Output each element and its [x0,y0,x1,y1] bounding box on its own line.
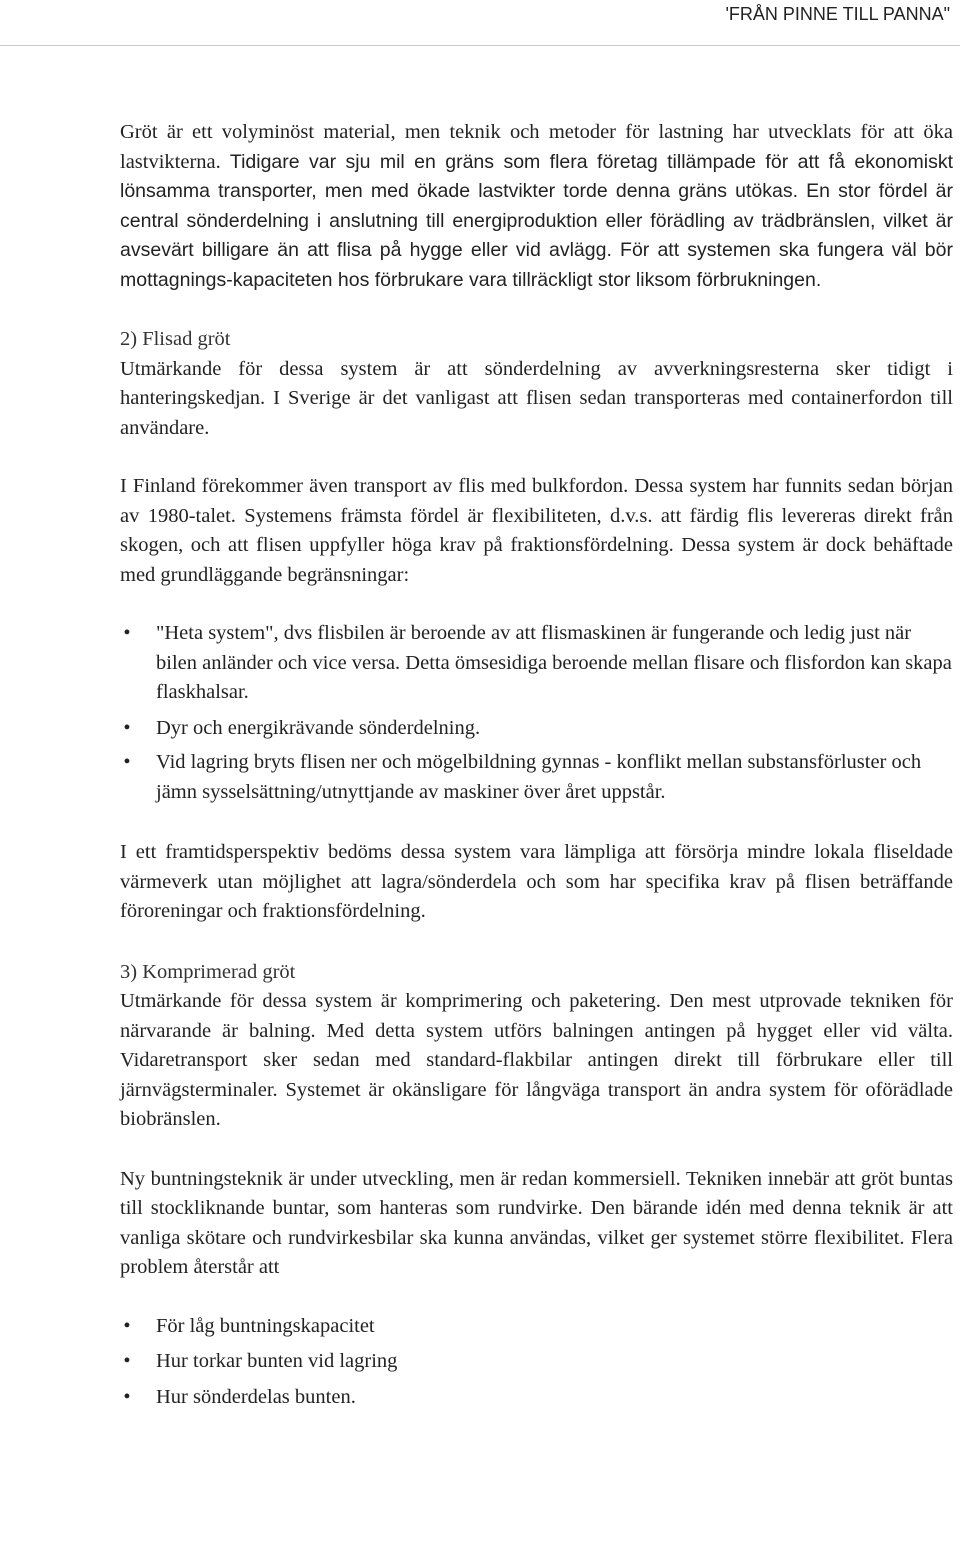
header-title: 'FRÅN PINNE TILL PANNA" [725,4,950,24]
list-item-text: Dyr och energikrävande sönderdelning. [156,716,481,739]
list-item [120,714,953,744]
bullet-icon: • [123,622,131,644]
header-divider [0,45,960,46]
paragraph-flisad-intro: Utmärkande för dessa system är att sönderdelning av avverkningsresterna sker tidigt i hanteringskedjan. I Sverige är det vanligast att flisen sedan transporteras med containerfordon till användare. [120,357,953,439]
paragraph-finland: I Finland förekommer även transport av flis med bulkfordon. Dessa system har funnits sedan början av 1980-talet. Systemens främsta fördel är flexibiliteten, d.v.s. att färdig flis levereras direkt från skogen, och att flisen uppfyller höga krav på fraktionsfördelning. Dessa system är dock behäftade med grundläggande begränsningar: [120,475,953,586]
list-item [120,1312,953,1342]
list-item-text: Hur torkar bunten vid lagring [156,1350,398,1372]
list-item [120,619,953,708]
list-item [120,1383,953,1413]
list-item-text: Vid lagring bryts flisen ner och mögelbildning gynnas - konflikt mellan substansförluster och jämn sysselsättning/utnyttjande av maskiner över året uppstår. [156,751,922,803]
list-item [120,1347,953,1377]
paragraph-framtidsperspektiv: I ett framtidsperspektiv bedöms dessa system vara lämpliga att försörja mindre lokala fliseldade värmeverk utan möjlighet att lagra/sönderdela och som har specifika krav på flisen beträffande föroreningar och fraktionsfördelning. [120,841,953,922]
bullet-icon: • [123,1350,131,1372]
list-item-text: Hur sönderdelas bunten. [156,1385,356,1408]
bullet-icon: • [123,716,131,739]
list-item-text: "Heta system", dvs flisbilen är beroende av att flismaskinen är fungerande och ledig just när bilen anländer och vice versa. Detta ömsesidiga beroende mellan flisare och flisfordon kan skapa flaskhalsar. [156,622,952,703]
list-item-text: För låg buntningskapacitet [156,1314,375,1337]
paragraph-lastning [120,118,953,295]
paragraph-komprimerad-intro: Utmärkande för dessa system är komprimering och paketering. Den mest utprovade tekniken för närvarande är balning. Med detta system utförs balningen antingen på hygget eller vid välta. Vidaretransport sker sedan med standard-flakbilar antingen direkt till förbrukare eller till järnvägsterminaler. Systemet är okänsligare för långväga transport än andra system för oförädlade biobränslen. [120,990,953,1130]
paragraph-buntningsteknik: Ny buntningsteknik är under utveckling, men är redan kommersiell. Tekniken innebär att gröt buntas till stockliknande buntar, som hanteras som rundvirke. Den bärande idén med denna teknik är att vanliga skötare och rundvirkesbilar ska kunna användas, vilket ger systemet större flexibilitet. Flera problem återstår att [120,1167,953,1278]
bullet-list-begransningar [120,619,953,807]
heading-komprimerad-grot: 3) Komprimerad gröt [120,960,296,983]
page-header [0,0,960,46]
paragraph-lastning-part1: Gröt är ett volyminöst material, men teknik och metoder för lastning har utvecklats för att öka lastvikterna. [120,121,953,173]
document-body [120,118,953,1412]
bullet-icon: • [123,751,131,773]
heading-flisad-grot: 2) Flisad gröt [120,328,231,350]
paragraph-lastning-part2: Tidigare var sju mil en gräns som flera företag tillämpade för att få ekonomiskt lönsamma transporter, men med ökade lastvikter torde denna gräns utökas. En stor fördel är central sönderdelning i anslutning till energiproduktion eller förädling av trädbränslen, vilket är avsevärt billigare än att flisa på hygge eller vid avlägg. För att systemen ska fungera väl bör mottagnings-kapaciteten hos förbrukare vara tillräckligt stor liksom förbrukningen. [120,150,953,291]
bullet-icon: • [123,1385,131,1408]
list-item [120,748,953,807]
bullet-icon: • [123,1314,131,1337]
bullet-list-problem [120,1312,953,1413]
